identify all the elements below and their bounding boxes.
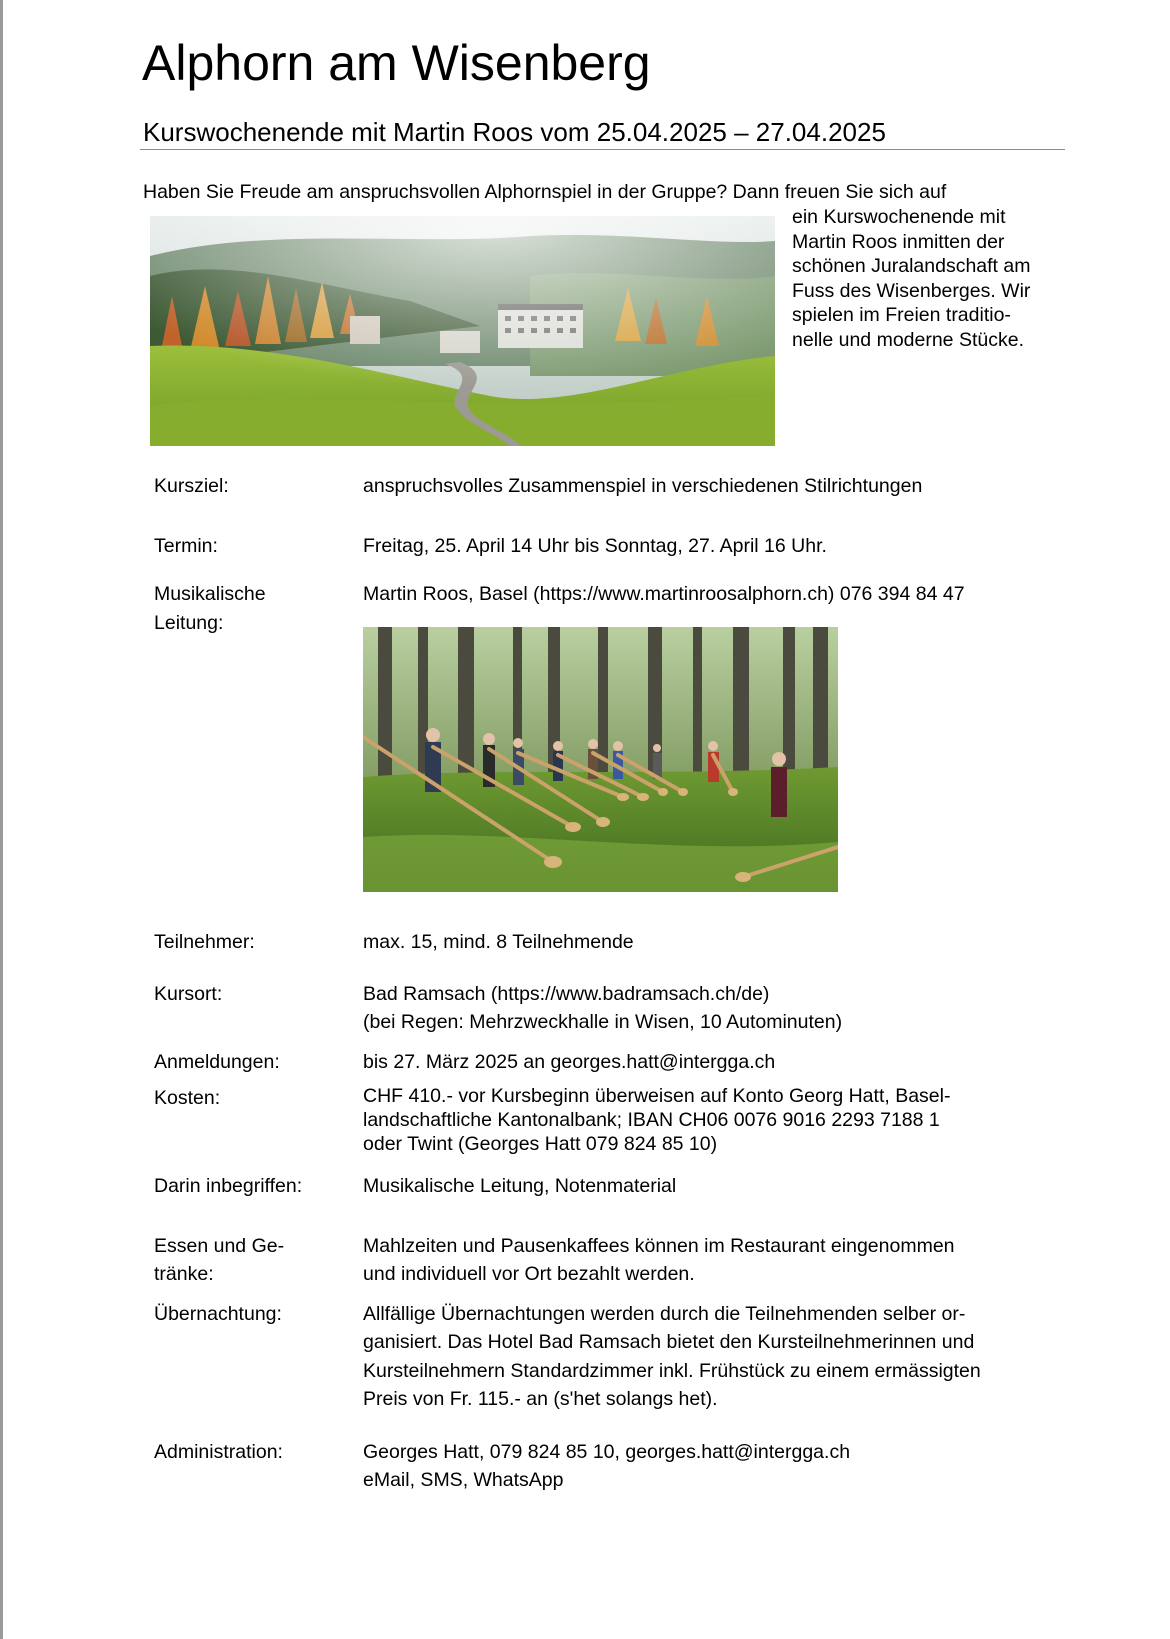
intro-side-line: schönen Juralandschaft am	[792, 255, 1031, 278]
page-title: Alphorn am Wisenberg	[142, 35, 651, 91]
value-kosten-2: landschaftliche Kantonalbank; IBAN CH06 0076 9016 2293 7188 1	[363, 1109, 940, 1131]
title-divider	[140, 149, 1065, 150]
label-kursort: Kursort:	[154, 983, 223, 1005]
intro-side-line: Fuss des Wisenberges. Wir	[792, 279, 1031, 302]
label-essen-2: tränke:	[154, 1263, 214, 1285]
value-anmeldungen: bis 27. März 2025 an georges.hatt@intergga.ch	[363, 1051, 776, 1073]
value-kosten-3: oder Twint (Georges Hatt 079 824 85 10)	[363, 1133, 718, 1155]
intro-side-line: nelle und moderne Stücke.	[792, 328, 1024, 351]
alphorn-group-photo	[363, 627, 838, 892]
value-essen-2: und individuell vor Ort bezahlt werden.	[363, 1263, 695, 1285]
value-kursziel: anspruchsvolles Zusammenspiel in verschiedenen Stilrichtungen	[363, 475, 923, 497]
value-administration-1: Georges Hatt, 079 824 85 10, georges.hatt@intergga.ch	[363, 1441, 851, 1463]
value-uebernachtung-3: Kursteilnehmern Standardzimmer inkl. Frühstück zu einem ermässigten	[363, 1360, 981, 1382]
intro-side-line: spielen im Freien traditio-	[792, 304, 1011, 327]
label-administration: Administration:	[154, 1441, 283, 1463]
value-essen-1: Mahlzeiten und Pausenkaffees können im Restaurant eingenommen	[363, 1235, 955, 1257]
value-uebernachtung-4: Preis von Fr. 115.- an (s'het solangs het).	[363, 1388, 718, 1410]
landscape-hotel-photo	[150, 216, 775, 446]
intro-side-line: Martin Roos inmitten der	[792, 230, 1005, 253]
label-leitung-2: Leitung:	[154, 612, 224, 634]
value-kursort-1: Bad Ramsach (https://www.badramsach.ch/de)	[363, 983, 770, 1005]
value-administration-2: eMail, SMS, WhatsApp	[363, 1469, 564, 1491]
intro-line-1: Haben Sie Freude am anspruchsvollen Alphornspiel in der Gruppe? Dann freuen Sie sich auf	[143, 181, 947, 203]
label-anmeldungen: Anmeldungen:	[154, 1051, 280, 1073]
value-kursort-2: (bei Regen: Mehrzweckhalle in Wisen, 10 Autominuten)	[363, 1011, 843, 1033]
label-inbegriffen: Darin inbegriffen:	[154, 1175, 303, 1197]
intro-side-text	[792, 205, 1072, 353]
value-kosten-1: CHF 410.- vor Kursbeginn überweisen auf Konto Georg Hatt, Basel-	[363, 1085, 951, 1107]
intro-side-line: ein Kurswochenende mit	[792, 206, 1006, 228]
label-termin: Termin:	[154, 535, 218, 557]
value-uebernachtung-1: Allfällige Übernachtungen werden durch die Teilnehmenden selber or-	[363, 1303, 966, 1325]
label-kursziel: Kursziel:	[154, 475, 229, 497]
label-teilnehmer: Teilnehmer:	[154, 931, 255, 953]
value-teilnehmer: max. 15, mind. 8 Teilnehmende	[363, 931, 634, 953]
label-leitung-1: Musikalische	[154, 583, 266, 605]
label-uebernachtung: Übernachtung:	[154, 1303, 282, 1325]
label-kosten: Kosten:	[154, 1087, 221, 1109]
page-subtitle: Kurswochenende mit Martin Roos vom 25.04.2025 – 27.04.2025	[143, 117, 886, 147]
value-uebernachtung-2: ganisiert. Das Hotel Bad Ramsach bietet den Kursteilnehmerinnen und	[363, 1331, 975, 1353]
value-inbegriffen: Musikalische Leitung, Notenmaterial	[363, 1175, 677, 1197]
value-termin: Freitag, 25. April 14 Uhr bis Sonntag, 27. April 16 Uhr.	[363, 535, 827, 557]
label-essen-1: Essen und Ge-	[154, 1235, 285, 1257]
value-leitung: Martin Roos, Basel (https://www.martinroosalphorn.ch) 076 394 84 47	[363, 583, 965, 605]
